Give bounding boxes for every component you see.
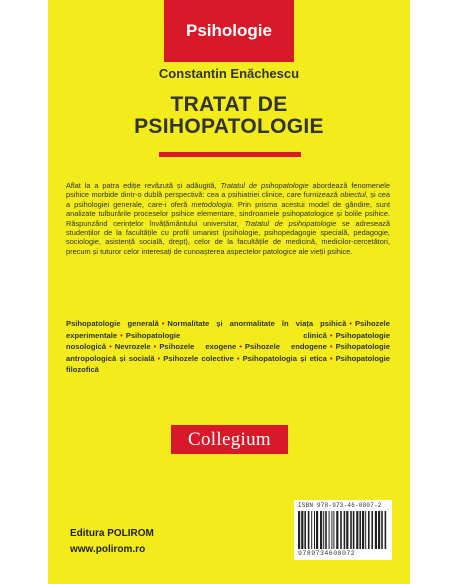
barcode-bar (331, 511, 332, 549)
barcode-digits: 9789734608072 (298, 550, 356, 557)
book-description (66, 181, 390, 256)
keyword-item: Psihozele experimentale (66, 319, 390, 340)
description-segment: abordează fenomenele psihice morbide dintr-o dublă perspectivă: cea a psihiatriei clinice, care furnizează (66, 181, 390, 200)
barcode-bar (340, 511, 342, 549)
barcode-bar (356, 511, 358, 549)
keyword-item: Psihozele endogene (244, 342, 327, 352)
bullet-separator-icon: • (349, 319, 352, 328)
barcode-bar (325, 511, 327, 549)
barcode-bars (298, 511, 388, 549)
bullet-separator-icon: • (329, 330, 333, 340)
isbn-text: ISBN 978-973-46-0807-2 (298, 502, 382, 509)
description-segment: Aflat la a patra ediție revăzută și adăugită, (66, 181, 221, 190)
barcode-bar (320, 511, 322, 549)
title-line-2: PSIHOPATOLOGIE (134, 115, 324, 138)
keyword-item: Psihozele colective (163, 353, 234, 363)
barcode-bar (371, 511, 373, 549)
barcode-bar (353, 511, 355, 549)
barcode-bar (362, 511, 364, 549)
barcode-bar (308, 511, 310, 549)
keyword-item: Normalitate și anormalitate în viața psihică (167, 319, 347, 328)
topic-keywords (66, 318, 390, 376)
keyword-item: Psihopatologie antropologică și socială (66, 342, 390, 363)
barcode-bar (311, 511, 312, 549)
publisher-website[interactable]: www.polirom.ro (70, 544, 146, 555)
bullet-separator-icon: • (153, 342, 157, 352)
book-back-cover (48, 0, 410, 584)
bullet-separator-icon: • (109, 342, 112, 352)
keyword-item: Psihopatologie generală (66, 319, 159, 328)
description-segment: se adresează studenților de la facultățile cu profil umanist (psihologie, psihopedagogie specială, pedagogie, sociologie, asistență socială, drept), celor de la facultățile de medicină, medicilor-cercetători, precum și tuturor celor interesați de cunoașterea aspectelor patologice ale vieții psihice. (66, 218, 390, 256)
barcode-bar (344, 511, 346, 549)
keyword-item: Psihozele exogene (159, 342, 237, 352)
description-segment: Tratatul de psihopatologie (244, 218, 337, 228)
barcode-bar (336, 511, 338, 549)
collection-logo-text: Collegium (188, 428, 271, 450)
keyword-item: Psihopatologie filozofică (66, 353, 390, 375)
title-line-1: TRATAT DE (170, 93, 288, 116)
barcode-bar (375, 511, 377, 549)
bullet-separator-icon: • (236, 353, 240, 363)
publisher-name: Editura POLIROM (70, 528, 154, 539)
series-label: Psihologie (186, 21, 272, 40)
barcode-bar (314, 511, 315, 549)
bullet-separator-icon: • (329, 353, 333, 363)
description-segment: . Prin prisma acestui model de gândire, sunt analizate tulburările proceselor psihice elementare, sindroamele psihopatologice și bolile psihice. Răspunzând cerințelor învățământului universitar, (66, 199, 390, 228)
book-title (48, 94, 410, 138)
barcode-bar (385, 511, 387, 549)
bullet-separator-icon: • (329, 342, 333, 352)
barcode-bar (301, 511, 303, 549)
barcode-bar (333, 511, 334, 549)
barcode-bar (346, 511, 348, 549)
barcode-bar (378, 511, 380, 549)
barcode-bar (359, 511, 361, 549)
barcode-bar (365, 511, 366, 549)
description-segment: , și cea a psihologiei generale, care-i oferă (66, 190, 390, 209)
description-segment: obiectul (340, 190, 366, 200)
description-segment: Tratatul de psihopatologie (220, 181, 309, 190)
barcode-bar (381, 511, 383, 549)
barcode-bar (350, 511, 352, 549)
description-segment: metodologia (191, 199, 232, 209)
author-name: Constantin Enăchescu (158, 66, 300, 81)
bullet-separator-icon: • (239, 342, 242, 352)
collection-logo (171, 425, 288, 454)
barcode-bar (298, 511, 300, 549)
barcode-bar (329, 511, 330, 549)
keyword-item: Psihopatologie nosologică (66, 330, 390, 352)
series-label-box (164, 0, 294, 62)
bullet-separator-icon: • (157, 353, 161, 363)
barcode-bar (323, 511, 324, 549)
barcode-bar (368, 511, 370, 549)
bullet-separator-icon: • (120, 330, 123, 340)
barcode (294, 500, 392, 560)
barcode-bar (316, 511, 318, 549)
keyword-item: Psihopatologie clinică (125, 330, 327, 340)
title-divider (159, 152, 301, 157)
keyword-item: Nevrozele (114, 342, 151, 352)
bullet-separator-icon: • (161, 319, 165, 328)
barcode-bar (304, 511, 306, 549)
keyword-item: Psihopatologia și etica (242, 353, 327, 363)
